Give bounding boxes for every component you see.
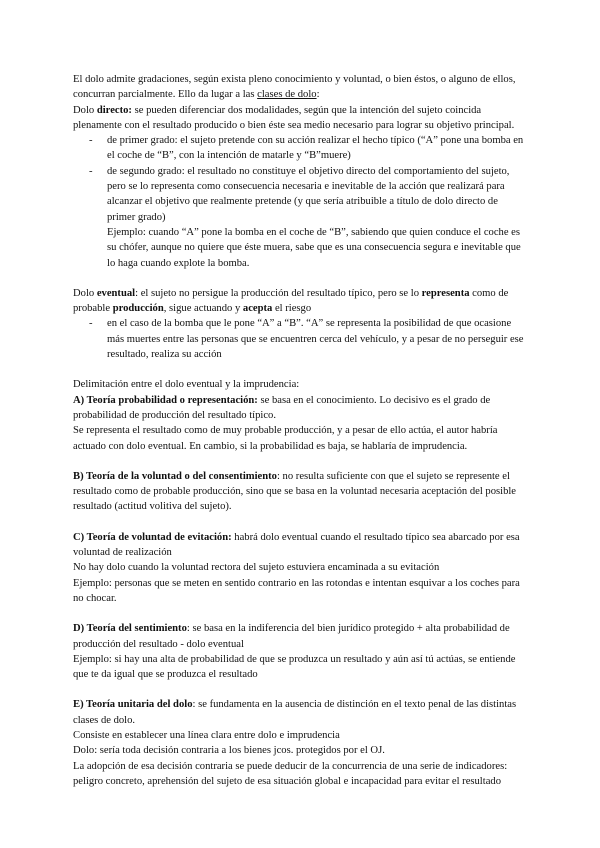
teoria-d-paragraph: D) Teoría del sentimiento: se basa en la indiferencia del bien jurídico protegido + alta probabilidad de producción del resultado - dolo eventual: [73, 623, 510, 650]
dolo-directo-term: directo:: [96, 104, 132, 116]
list-item: - de segundo grado: el resultado no constituye el objetivo directo del comportamiento del sujeto, pero se lo representa como consecuencia necesaria e inevitable de la acción que realizará para alcanzar el objetivo que realmente pretende (y que sería atribuible a título de dolo directo de primer grado): [89, 165, 510, 223]
teoria-c-paragraph: C) Teoría de voluntad de evitación: habrá dolo eventual cuando el resultado típico sea abarcado por esa voluntad de realización: [73, 531, 520, 559]
teoria-c-paragraph-2: No hay dolo cuando la voluntad rectora del sujeto estuviera encaminada a su evitación: [73, 562, 440, 574]
teoria-e-paragraph-4: La adopción de esa decisión contraria se puede deducir de la concurrencia de una serie de indicadores: peligro concreto, aprehensión del sujeto de esa situación global e incapacidad para evitar el resultado: [73, 760, 508, 787]
teoria-d-paragraph-2: Ejemplo: si hay una alta de probabilidad de que se produzca un resultado y aún así tú actúas, se entiende que te da igual que se produzca el resultado: [73, 653, 516, 681]
ejemplo-paragraph: Ejemplo: cuando “A” pone la bomba en el coche de “B”, sabiendo que quien conduce el coche es su chófer, aunque no quiere que éste muera, sabe que es una consecuencia segura e inevitable que lo haga cuando explote la bomba.: [107, 226, 521, 269]
dolo-directo-paragraph: Dolo directo: se pueden diferenciar dos modalidades, según que la intención del sujeto coincida plenamente con el resultado producido o bien éste sea medio necesario para lograr su objetivo principal.: [73, 104, 515, 131]
list-item: - en el caso de la bomba que le pone “A” a “B”. “A” se representa la posibilidad de que ocasione más muertes entre las personas que se encuentren cerca del vehículo, y a pesar de no perseguir ese resultado, realiza su acción: [89, 318, 524, 361]
teoria-b-paragraph: B) Teoría de la voluntad o del consentimiento: no resulta suficiente con que el sujeto se represente el resultado como de probable producción, sino que se basa en la voluntad necesaria aceptación del posible resultado (actitud volitiva del sujeto).: [73, 470, 517, 513]
clases-de-dolo-link: clases de dolo: [257, 89, 317, 101]
teoria-e-paragraph: E) Teoría unitaria del dolo: se fundamenta en la ausencia de distinción en el texto penal de las distintas clases de dolo.: [73, 699, 517, 726]
dash-bullet: -: [89, 135, 93, 147]
dash-bullet: -: [89, 165, 93, 177]
teoria-e-paragraph-2: Consiste en establecer una línea clara entre dolo e imprudencia: [73, 729, 340, 741]
teoria-c-paragraph-3: Ejemplo: personas que se meten en sentido contrario en las rotondas e intentan esquivar a los coches para no chocar.: [73, 577, 520, 604]
document-body: [73, 72, 525, 789]
teoria-e-paragraph-3: Dolo: sería toda decisión contraria a los bienes jcos. protegidos por el OJ.: [73, 745, 385, 757]
teoria-a-paragraph-2: Se representa el resultado como de muy probable producción, y a pesar de ello actúa, el autor habría actuado con dolo eventual. En cambio, si la probabilidad es baja, se hablaría de imprudencia.: [73, 425, 498, 452]
delimitacion-title: Delimitación entre el dolo eventual y la imprudencia:: [73, 379, 300, 391]
dolo-eventual-paragraph: Dolo eventual: el sujeto no persigue la producción del resultado típico, pero se lo representa como de probable producción, sigue actuando y acepta el riesgo: [73, 287, 509, 315]
teoria-a-paragraph: A) Teoría probabilidad o representación: se basa en el conocimiento. Lo decisivo es el grado de probabilidad de producción del resultado típico.: [73, 394, 491, 421]
list-item: - de primer grado: el sujeto pretende con su acción realizar el hecho típico (“A” pone una bomba en el coche de “B”, con la intención de matarle y “B”muere): [89, 135, 524, 162]
dash-bullet: -: [89, 318, 93, 330]
dolo-eventual-term: eventual: [96, 287, 136, 299]
intro-paragraph: El dolo admite gradaciones, según exista pleno conocimiento y voluntad, o bien éstos, o alguno de ellos, concurran parcialmente. Ello da lugar a las clases de dolo:: [73, 74, 516, 101]
